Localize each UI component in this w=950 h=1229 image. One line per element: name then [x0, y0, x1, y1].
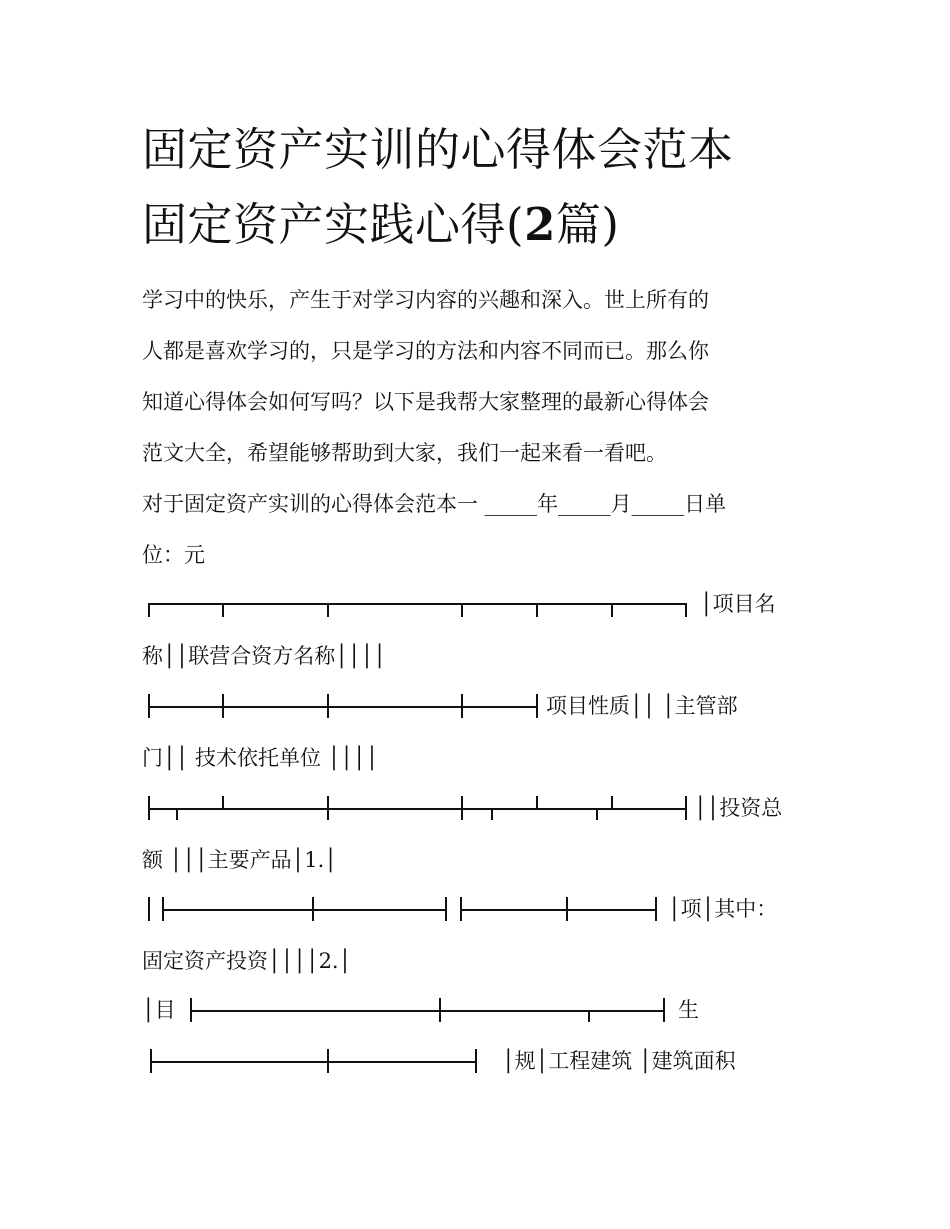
table-row [142, 996, 822, 1030]
title-line-2-prefix: 固定资产实践心得( [142, 198, 525, 251]
table-tick [461, 796, 463, 820]
table-row [142, 1047, 822, 1081]
table-text-line: 固定资产投资││││2.│ [142, 949, 352, 973]
paragraph-line-1: 学习中的快乐，产生于对学习内容的兴趣和深入。世上所有的 [142, 288, 709, 312]
table-tick [176, 808, 178, 820]
table-text: │项目名 [700, 592, 776, 616]
table-tick [222, 603, 224, 617]
table-tick [312, 897, 314, 921]
table-text: │项│其中： [668, 897, 778, 921]
table-tick [566, 897, 568, 921]
table-tick [439, 998, 441, 1022]
table-rule [190, 1010, 664, 1012]
table-tick [611, 796, 613, 808]
table-rule [460, 909, 656, 911]
table-rule [162, 909, 446, 911]
table-tick [461, 694, 463, 718]
table-tick [475, 1049, 477, 1073]
paragraph-line-2: 人都是喜欢学习的，只是学习的方法和内容不同而已。那么你 [142, 339, 709, 363]
table-tick [222, 694, 224, 718]
paragraph-line-5: 对于固定资产实训的心得体会范本一 _____年_____月_____日单 [142, 492, 727, 516]
table-tick [327, 694, 329, 718]
table-tick [148, 796, 150, 820]
table-tick [327, 603, 329, 617]
title-line-1: 固定资产实训的心得体会范本 [142, 123, 734, 176]
table-row [142, 794, 822, 828]
table-text: 项目性质││ │主管部 [546, 694, 738, 718]
table-text-line: 额 │││主要产品│1.│ [142, 848, 337, 872]
document-title [142, 112, 822, 262]
table-tick [536, 694, 538, 718]
title-line-2 [142, 187, 822, 262]
table-tick [655, 897, 657, 921]
table-text: ││投资总 [694, 796, 783, 820]
table-tick [445, 897, 447, 921]
table-row [142, 692, 822, 726]
table-tick [663, 998, 665, 1022]
table-text: │目 [142, 998, 176, 1022]
table-row [142, 590, 822, 624]
table-tick [148, 603, 150, 617]
table-text-line: 称││联营合资方名称││││ [142, 644, 386, 668]
table-tick [685, 796, 687, 820]
table-tick [536, 796, 538, 808]
table-tick [611, 603, 613, 617]
paragraph-line-4: 范文大全，希望能够帮助到大家，我们一起来看一看吧。 [142, 441, 667, 465]
table-text: │规│工程建筑 │建筑面积 [502, 1049, 736, 1073]
table-tick [491, 808, 493, 820]
table-tick [596, 808, 598, 820]
table-tick [148, 897, 150, 921]
paragraph-line-6: 位：元 [142, 543, 205, 567]
title-line-2-suffix: 篇) [555, 198, 620, 251]
table-tick [327, 1049, 329, 1073]
table-rule [148, 603, 686, 605]
table-row [142, 895, 822, 929]
table-tick [327, 796, 329, 820]
table-tick [222, 796, 224, 808]
table-tick [588, 1010, 590, 1022]
table-rule [148, 808, 686, 810]
table-rule [150, 1061, 476, 1063]
table-text-line: 门││ 技术依托单位 ││││ [142, 746, 379, 770]
table-rule [148, 706, 536, 708]
paragraph-line-3: 知道心得体会如何写吗？以下是我帮大家整理的最新心得体会 [142, 390, 709, 414]
title-line-2-number: 2 [524, 198, 556, 251]
table-tick [148, 694, 150, 718]
table-tick [536, 603, 538, 617]
table-tick [685, 603, 687, 617]
table-tick [461, 603, 463, 617]
table-text: 生 [678, 998, 699, 1022]
